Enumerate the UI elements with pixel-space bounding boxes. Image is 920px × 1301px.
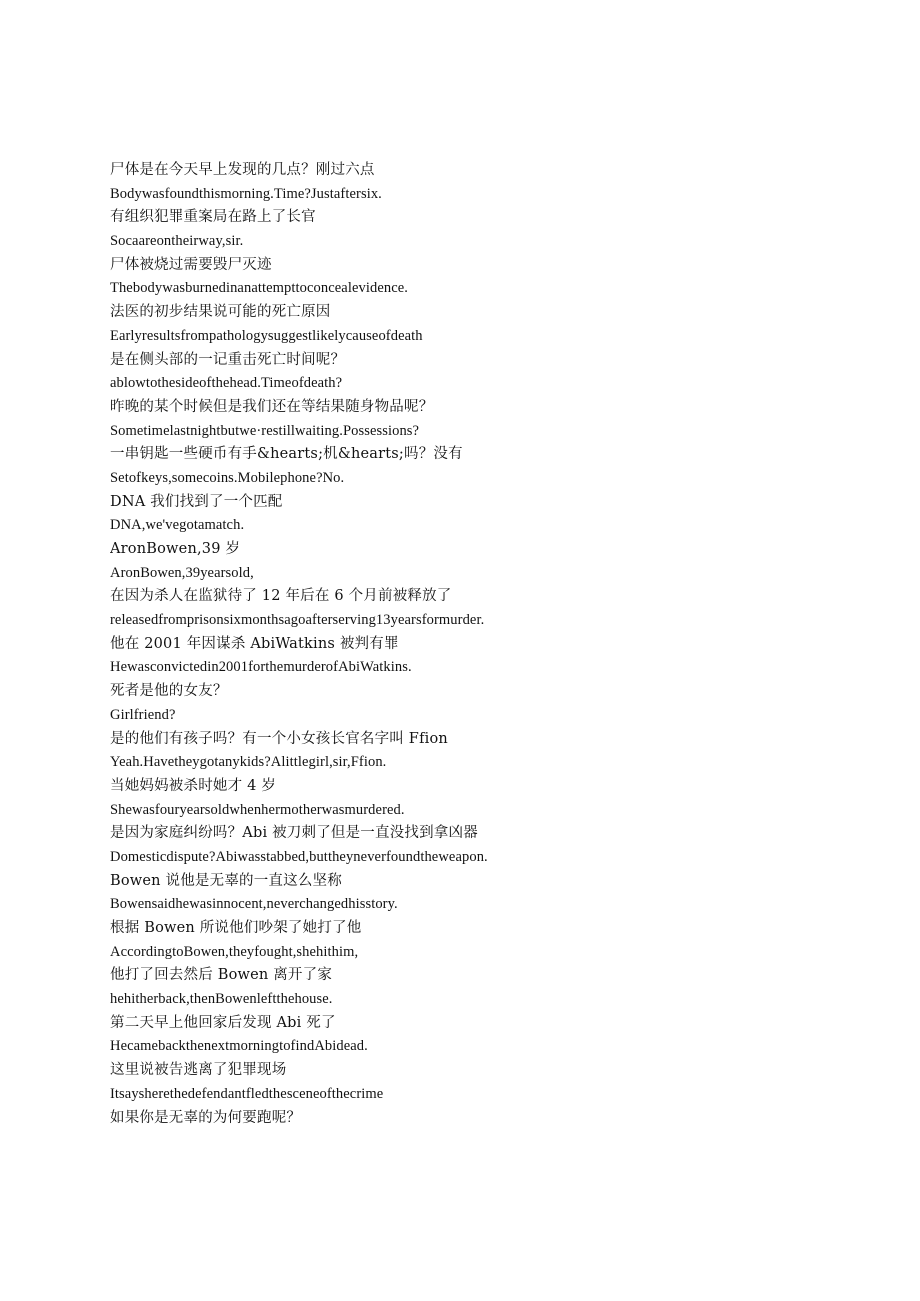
transcript-line: 有组织犯罪重案局在路上了长官 <box>110 209 316 226</box>
transcript-line: 第二天早上他回家后发现 Abi 死了 <box>110 1014 336 1031</box>
transcript-line: 是的他们有孩子吗？有一个小女孩长官名字叫 Ffion <box>110 730 448 747</box>
transcript-line: Yeah.Havetheygotanykids?Alittlegirl,sir,Ffion. <box>110 754 387 771</box>
transcript-line: Domesticdispute?Abiwasstabbed,buttheyneverfoundtheweapon. <box>110 848 488 865</box>
transcript-line: 根据 Bowen 所说他们吵架了她打了他 <box>110 920 362 936</box>
transcript-line: Hewasconvictedin2001forthemurderofAbiWatkins. <box>110 659 412 676</box>
transcript-line: HecamebackthenextmorningtofindAbidead. <box>110 1038 368 1055</box>
transcript-line: Setofkeys,somecoins.Mobilephone?No. <box>110 469 345 486</box>
transcript-line: Girlfriend? <box>110 706 176 723</box>
transcript-line: Thebodywasburnedinanattempttoconcealevidence. <box>110 280 409 297</box>
transcript-line: Shewasfouryearsoldwhenhermotherwasmurdered. <box>110 801 405 818</box>
transcript-line: 是在侧头部的一记重击死亡时间呢？ <box>110 351 346 368</box>
transcript-line: releasedfromprisonsixmonthsagoafterserving13yearsformurder. <box>110 612 485 629</box>
transcript-line: Bodywasfoundthismorning.Time?Justaftersix. <box>110 185 382 202</box>
transcript-line: DNA,we'vegotamatch. <box>110 517 245 534</box>
transcript-line: 他打了回去然后 Bowen 离开了家 <box>110 967 333 984</box>
transcript-line: 昨晚的某个时候但是我们还在等结果随身物品呢？ <box>110 398 434 415</box>
transcript-line: hehitherback,thenBowenleftthehouse. <box>110 991 333 1008</box>
transcript-line: 是因为家庭纠纷吗？Abi 被刀刺了但是一直没找到拿凶器 <box>110 825 478 842</box>
transcript-line: ablowtothesideofthehead.Timeofdeath? <box>110 375 343 392</box>
transcript-line: 如果你是无辜的为何要跑呢？ <box>110 1109 302 1126</box>
transcript-line: 尸体是在今天早上发现的几点？刚过六点 <box>110 162 375 178</box>
transcript-line: Bowensaidhewasinnocent,neverchangedhisstory. <box>110 896 398 913</box>
transcript-line: 这里说被告逃离了犯罪现场 <box>110 1062 287 1079</box>
transcript-line: 当她妈妈被杀时她才 4 岁 <box>110 777 277 794</box>
transcript-line: 死者是他的女友？ <box>110 683 228 700</box>
transcript-line: Earlyresultsfrompathologysuggestlikelycauseofdeath <box>110 327 423 344</box>
transcript-line: AronBowen,39yearsold, <box>110 564 254 581</box>
transcript-line: Bowen 说他是无辜的一直这么坚称 <box>110 872 342 889</box>
transcript-line: 法医的初步结果说可能的死亡原因 <box>110 304 331 321</box>
transcript-line: 在因为杀人在监狱待了 12 年后在 6 个月前被释放了 <box>110 588 452 605</box>
transcript-line: 他在 2001 年因谋杀 AbiWatkins 被判有罪 <box>110 635 399 652</box>
transcript-line: 尸体被烧过需要毁尸灭迹 <box>110 256 272 273</box>
transcript-line: AccordingtoBowen,theyfought,shehithim, <box>110 943 359 960</box>
transcript-line: Sometimelastnightbutwe·restillwaiting.Possessions? <box>110 422 420 439</box>
transcript-line: Itsaysherethedefendantfledthesceneofthecrime <box>110 1085 384 1102</box>
transcript-line: Socaareontheirway,sir. <box>110 233 244 250</box>
transcript-body <box>110 159 830 1130</box>
transcript-line: 一串钥匙一些硬币有手&hearts;机&hearts;吗？没有 <box>110 446 463 463</box>
transcript-line: DNA 我们找到了一个匹配 <box>110 493 283 510</box>
transcript-line: AronBowen,39 岁 <box>110 541 241 557</box>
